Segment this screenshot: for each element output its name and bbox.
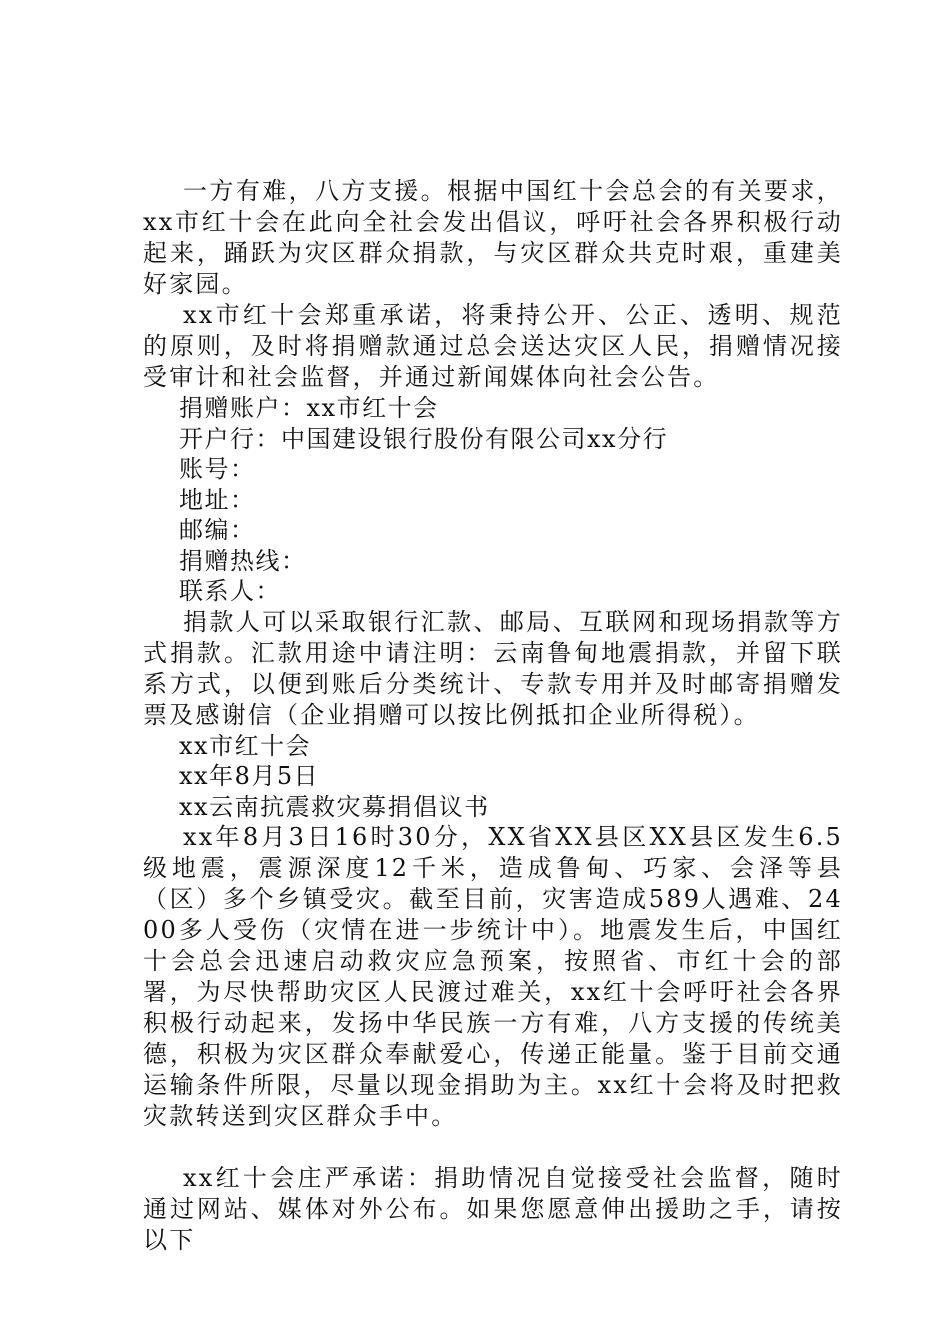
contact-line: 联系人： — [179, 577, 281, 605]
second-promise-paragraph: xx红十会庄严承诺：捐助情况自觉接受社会监督，随时通过网站、媒体对外公布。如果您愿意伸出援助之手，请按以下 — [143, 1164, 843, 1254]
signature-date: xx年8月5日 — [179, 762, 320, 790]
postcode-line: 邮编： — [179, 516, 256, 544]
account-number-line: 账号： — [179, 455, 256, 483]
appeal-intro-paragraph: 一方有难，八方支援。根据中国红十会总会的有关要求，xx市红十会在此向全社会发出倡议，呼吁社会各界积极行动起来，踊跃为灾区群众捐款，与灾区群众共克时艰，重建美好家园。 — [143, 177, 843, 298]
document-body — [143, 176, 843, 1256]
promise-paragraph: xx市红十会郑重承诺，将秉持公开、公正、透明、规范的原则，及时将捐赠款通过总会送达灾区人民，捐赠情况接受审计和社会监督，并通过新闻媒体向社会公告。 — [143, 301, 843, 391]
donation-methods-paragraph: 捐款人可以采取银行汇款、邮局、互联网和现场捐款等方式捐款。汇款用途中请注明：云南鲁甸地震捐款，并留下联系方式，以便到账后分类统计、专款专用并及时邮寄捐赠发票及感谢信（企业捐赠可以按比例抵扣企业所得税）。 — [143, 607, 843, 729]
paragraph-gap — [143, 1132, 843, 1163]
address-line: 地址： — [179, 485, 256, 514]
earthquake-report-paragraph: xx年8月3日16时30分，XX省XX县区XX县区发生6.5级地震，震源深度12千米，造成鲁甸、巧家、会泽等县（区）多个乡镇受灾。截至目前，灾害造成589人遇难、2400多人受伤（灾情在进一步统计中）。地震发生后，中国红十会总会迅速启动救灾应急预案，按照省、市红十会的部署，为尽快帮助灾区人民渡过难关，xx红十会呼吁社会各界积极行动起来，发扬中华民族一方有难，八方支援的传统美德，积极为灾区群众奉献爱心，传递正能量。鉴于目前交通运输条件所限，尽量以现金捐助为主。xx红十会将及时把救灾款转送到灾区群众手中。 — [143, 823, 843, 1130]
hotline-line: 捐赠热线： — [179, 546, 307, 575]
second-title: xx云南抗震救灾募捐倡议书 — [179, 792, 490, 821]
bank-line: 开户行：中国建设银行股份有限公司xx分行 — [179, 424, 669, 453]
signature-org: xx市红十会 — [179, 731, 312, 760]
account-name-line: 捐赠账户：xx市红十会 — [179, 394, 439, 422]
